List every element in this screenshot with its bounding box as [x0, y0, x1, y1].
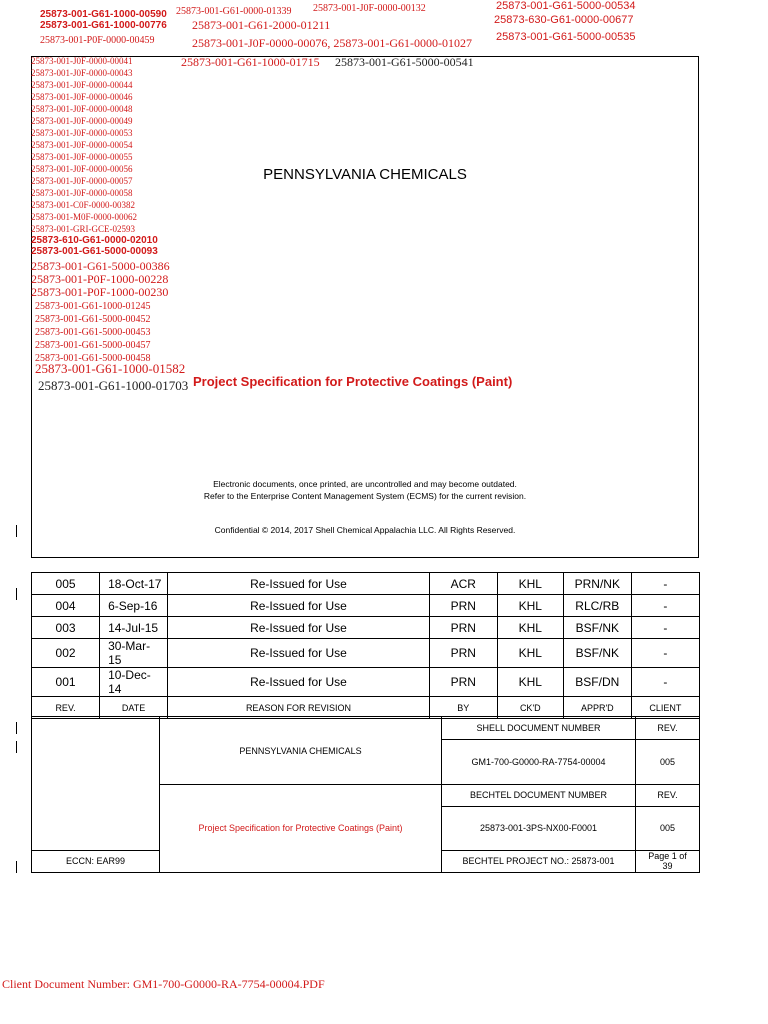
- page-line-2: 39: [662, 861, 673, 871]
- doc-ref: 25873-001-P0F-0000-00459: [40, 35, 155, 46]
- notice-line-2: Refer to the Enterprise Content Management System (ECMS) for the current revision.: [203, 491, 527, 501]
- doc-ref: 25873-001-J0F-0000-00057: [31, 176, 133, 186]
- revision-column-header: REV.: [32, 697, 100, 719]
- bechtel-doc-number: 25873-001-3PS-NX00-F0001: [479, 823, 598, 833]
- revision-cell: ACR: [429, 573, 497, 595]
- doc-ref: 25873-001-J0F-0000-00056: [31, 164, 133, 174]
- shell-rev: 005: [659, 756, 676, 767]
- revision-column-header: BY: [429, 697, 497, 719]
- margin-mark: [16, 741, 17, 753]
- doc-ref: 25873-001-GRI-GCE-02593: [31, 224, 135, 234]
- doc-ref: 25873-001-G61-1000-01245: [35, 301, 151, 312]
- revision-cell: Re-Issued for Use: [168, 617, 430, 639]
- page-line-1: Page 1 of: [648, 851, 687, 861]
- doc-ref: 25873-001-G61-1000-01715: [181, 55, 320, 69]
- cover-company-name: PENNSYLVANIA CHEMICALS: [263, 166, 467, 183]
- doc-ref: 25873-001-J0F-0000-00076, 25873-001-G61-0000-01027: [192, 36, 472, 50]
- revision-cell: KHL: [497, 639, 563, 668]
- revision-cell: RLC/RB: [563, 595, 631, 617]
- revision-cell: PRN: [429, 617, 497, 639]
- doc-ref: 25873-001-G61-5000-00458: [35, 353, 151, 364]
- bechtel-rev: 005: [659, 823, 676, 833]
- revision-cell: KHL: [497, 617, 563, 639]
- shell-doc-number-label: SHELL DOCUMENT NUMBER: [476, 723, 601, 733]
- doc-ref: 25873-001-G61-1000-01703: [38, 378, 189, 393]
- revision-cell: 001: [32, 668, 100, 697]
- revision-cell: 10-Dec-14: [100, 668, 168, 697]
- margin-mark: [16, 722, 17, 734]
- revision-row: [32, 595, 700, 617]
- revision-cell: BSF/DN: [563, 668, 631, 697]
- revision-row: [32, 573, 700, 595]
- revision-cell: BSF/NK: [563, 617, 631, 639]
- revision-cell: KHL: [497, 573, 563, 595]
- revision-cell: 004: [32, 595, 100, 617]
- revision-row: [32, 668, 700, 697]
- revision-cell: 18-Oct-17: [100, 573, 168, 595]
- doc-ref: 25873-001-J0F-0000-00046: [31, 92, 133, 102]
- revision-cell: Re-Issued for Use: [168, 573, 430, 595]
- doc-ref: 25873-001-G61-1000-01582: [35, 361, 186, 376]
- margin-mark: [16, 525, 17, 537]
- client-document-number: Client Document Number: GM1-700-G0000-RA-7754-00004.PDF: [2, 977, 325, 991]
- doc-ref: 25873-001-C0F-0000-00382: [31, 200, 135, 210]
- doc-ref: 25873-001-P0F-1000-00228: [31, 272, 169, 286]
- doc-ref: 25873-001-G61-1000-00590: [40, 9, 167, 20]
- margin-mark: [16, 861, 17, 873]
- doc-ref: 25873-001-J0F-0000-00055: [31, 152, 133, 162]
- doc-ref: 25873-001-J0F-0000-00132: [313, 3, 426, 14]
- doc-ref: 25873-001-G61-5000-00541: [335, 55, 474, 69]
- doc-ref: 25873-001-G61-5000-00093: [31, 246, 158, 257]
- revision-cell: -: [631, 668, 699, 697]
- revision-column-header: DATE: [100, 697, 168, 719]
- revision-cell: 30-Mar-15: [100, 639, 168, 668]
- doc-ref: 25873-001-G61-5000-00535: [496, 31, 636, 43]
- page-indicator: [636, 850, 699, 872]
- revision-cell: 005: [32, 573, 100, 595]
- revision-cell: KHL: [497, 595, 563, 617]
- tb-document-title: Project Specification for Protective Coatings (Paint): [198, 823, 403, 833]
- revision-cell: -: [631, 639, 699, 668]
- doc-ref: 25873-001-P0F-1000-00230: [31, 285, 169, 299]
- shell-doc-number: GM1-700-G0000-RA-7754-00004: [471, 756, 606, 767]
- doc-ref: 25873-001-G61-2000-01211: [192, 18, 331, 32]
- revision-cell: Re-Issued for Use: [168, 668, 430, 697]
- revision-cell: 6-Sep-16: [100, 595, 168, 617]
- revision-table: [31, 572, 700, 719]
- doc-ref: 25873-001-G61-5000-00534: [496, 0, 636, 12]
- margin-mark: [16, 588, 17, 600]
- doc-ref: 25873-001-G61-5000-00452: [35, 314, 151, 325]
- revision-cell: Re-Issued for Use: [168, 595, 430, 617]
- doc-ref: 25873-630-G61-0000-00677: [494, 14, 634, 26]
- revision-column-header: CLIENT: [631, 697, 699, 719]
- revision-cell: -: [631, 573, 699, 595]
- rev-label: REV.: [657, 723, 678, 733]
- doc-ref: 25873-001-G61-5000-00386: [31, 259, 170, 273]
- doc-ref: 25873-610-G61-0000-02010: [31, 235, 158, 246]
- confidential-notice: Confidential © 2014, 2017 Shell Chemical Appalachia LLC. All Rights Reserved.: [214, 525, 516, 535]
- revision-cell: 14-Jul-15: [100, 617, 168, 639]
- revision-column-header: APPR'D: [563, 697, 631, 719]
- bechtel-project-number: BECHTEL PROJECT NO.: 25873-001: [462, 856, 615, 866]
- revision-cell: 003: [32, 617, 100, 639]
- doc-ref: 25873-001-G61-5000-00457: [35, 340, 151, 351]
- revision-column-header: CK'D: [497, 697, 563, 719]
- revision-cell: PRN/NK: [563, 573, 631, 595]
- revision-cell: Re-Issued for Use: [168, 639, 430, 668]
- revision-cell: PRN: [429, 639, 497, 668]
- revision-cell: -: [631, 617, 699, 639]
- doc-ref: 25873-001-J0F-0000-00049: [31, 116, 133, 126]
- revision-cell: PRN: [429, 595, 497, 617]
- revision-cell: BSF/NK: [563, 639, 631, 668]
- doc-ref: 25873-001-J0F-0000-00058: [31, 188, 133, 198]
- bechtel-doc-number-label: BECHTEL DOCUMENT NUMBER: [469, 790, 607, 800]
- revision-row: [32, 617, 700, 639]
- revision-cell: 002: [32, 639, 100, 668]
- eccn-label: ECCN: EAR99: [65, 856, 126, 866]
- doc-ref: 25873-001-J0F-0000-00048: [31, 104, 133, 114]
- revision-cell: PRN: [429, 668, 497, 697]
- doc-ref: 25873-001-J0F-0000-00054: [31, 140, 133, 150]
- title-block: [31, 716, 700, 873]
- revision-column-header: REASON FOR REVISION: [168, 697, 430, 719]
- doc-ref: 25873-001-G61-0000-01339: [176, 6, 292, 17]
- revision-row: [32, 639, 700, 668]
- doc-ref: 25873-001-J0F-0000-00043: [31, 68, 133, 78]
- cover-document-title: Project Specification for Protective Coatings (Paint): [193, 374, 513, 389]
- tb-company-name: PENNSYLVANIA CHEMICALS: [239, 745, 362, 756]
- revision-cell: -: [631, 595, 699, 617]
- doc-ref: 25873-001-G61-5000-00453: [35, 327, 151, 338]
- revision-cell: KHL: [497, 668, 563, 697]
- doc-ref: 25873-001-J0F-0000-00053: [31, 128, 133, 138]
- doc-ref: 25873-001-G61-1000-00776: [40, 20, 167, 31]
- rev-label: REV.: [657, 790, 678, 800]
- doc-ref: 25873-001-J0F-0000-00041: [31, 56, 133, 66]
- doc-ref: 25873-001-J0F-0000-00044: [31, 80, 133, 90]
- doc-ref: 25873-001-M0F-0000-00062: [31, 212, 137, 222]
- notice-line-1: Electronic documents, once printed, are uncontrolled and may become outdated.: [213, 479, 517, 489]
